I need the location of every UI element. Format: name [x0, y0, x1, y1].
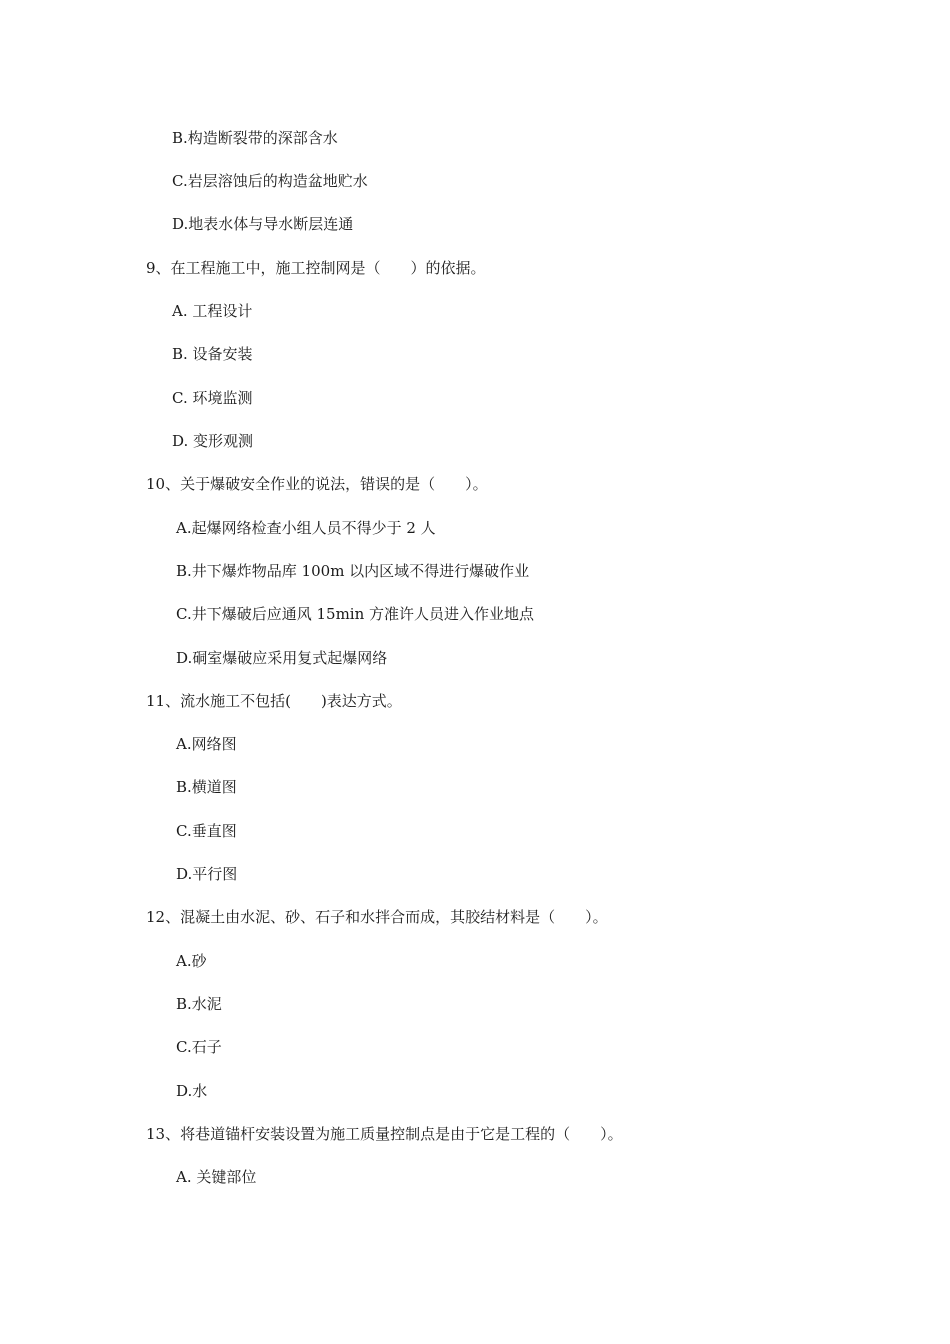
q10-option-c: C.井下爆破后应通风 15min 方准许人员进入作业地点	[176, 605, 535, 623]
question-12: 12、混凝土由水泥、砂、石子和水拌合而成，其胶结材料是（ ）。	[146, 908, 608, 926]
q11-option-d: D.平行图	[176, 865, 238, 883]
q9-option-a: A. 工程设计	[172, 302, 253, 320]
question-9: 9、在工程施工中，施工控制网是（ ）的依据。	[146, 259, 486, 277]
q12-option-d: D.水	[176, 1082, 208, 1100]
q9-option-b: B. 设备安装	[172, 345, 253, 363]
q12-option-a: A.砂	[176, 952, 207, 970]
q10-option-a: A.起爆网络检查小组人员不得少于 2 人	[176, 519, 436, 537]
q10-option-b: B.井下爆炸物品库 100m 以内区域不得进行爆破作业	[176, 562, 530, 580]
q9-option-d: D. 变形观测	[172, 432, 254, 450]
q9-option-c: C. 环境监测	[172, 389, 253, 407]
q8-option-d: D.地表水体与导水断层连通	[172, 215, 354, 233]
q10-option-d: D.硐室爆破应采用复式起爆网络	[176, 649, 388, 667]
question-11: 11、流水施工不包括( )表达方式。	[146, 692, 402, 710]
q12-option-c: C.石子	[176, 1038, 222, 1056]
q11-option-c: C.垂直图	[176, 822, 237, 840]
q8-option-b: B.构造断裂带的深部含水	[172, 129, 338, 147]
q13-option-a: A. 关键部位	[176, 1168, 257, 1186]
question-10: 10、关于爆破安全作业的说法，错误的是（ ）。	[146, 475, 488, 493]
q11-option-b: B.横道图	[176, 778, 237, 796]
q12-option-b: B.水泥	[176, 995, 222, 1013]
q11-option-a: A.网络图	[176, 735, 237, 753]
q8-option-c: C.岩层溶蚀后的构造盆地贮水	[172, 172, 368, 190]
question-13: 13、将巷道锚杆安装设置为施工质量控制点是由于它是工程的（ ）。	[146, 1125, 623, 1143]
